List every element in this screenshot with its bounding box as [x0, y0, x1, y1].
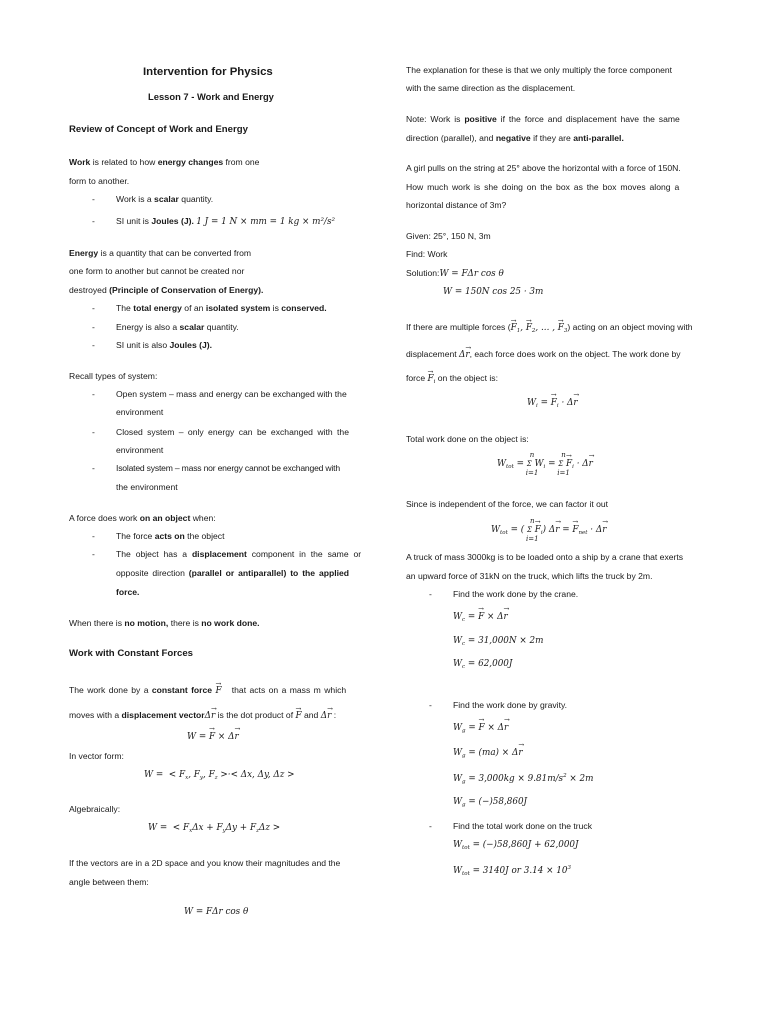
bullet-dash: - — [92, 427, 95, 437]
explanation-line2: with the same direction as the displacement. — [406, 83, 576, 93]
isolated-system-line2: the environment — [116, 482, 178, 492]
section-heading-review: Review of Concept of Work and Energy — [69, 124, 248, 135]
displacement-item-line2: opposite direction (parallel or antiparallel) to the applied — [116, 568, 350, 578]
multi-forces-line2: displacement Δ→ r, each force does work on the object. The work done by — [406, 349, 681, 361]
equation-wtot-sum: $W_{tot}$ = n Σ i=1 $W_i$ = n Σ i=1 → $F_i \cdot \Delta\to r$ — [497, 459, 593, 470]
section-heading-constant-forces: Work with Constant Forces — [69, 648, 194, 659]
gravity-equation-2: $W_g = (ma) \times \Delta\to r$ — [453, 748, 523, 759]
solution-line: Solution:W = FΔr cos θ — [406, 268, 504, 279]
lesson-subtitle: Lesson 7 - Work and Energy — [148, 91, 274, 102]
equation-cos-theta: W = FΔr cos θ — [184, 907, 249, 917]
gravity-equation-1: $W_g$ = → F × Δ→ r — [453, 723, 508, 734]
vector-form-label: In vector form: — [69, 751, 124, 761]
crane-work-item: Find the work done by the crane. — [453, 589, 579, 599]
constant-force-line2: moves with a displacement vectorΔ→ r is the dot product of → F and Δ→ r : — [69, 710, 336, 722]
total-work-item: Find the total work done on the truck — [453, 821, 593, 831]
bullet-dash: - — [92, 463, 95, 473]
isolated-system-line1: Isolated system – mass nor energy cannot be exchanged with — [116, 463, 340, 473]
girl-problem-line2: How much work is she doing on the box as the box moves along a — [406, 182, 680, 192]
displacement-item-line1: The object has a displacement component in the same or — [116, 549, 362, 559]
work-scalar-item: Work is a scalar quantity. — [116, 194, 214, 204]
constant-force-line1: The work done by a constant force → F that acts on a mass m which — [69, 685, 346, 697]
bullet-dash: - — [429, 589, 432, 599]
explanation-line1: The explanation for these is that we only multiply the force component — [406, 65, 673, 75]
energy-intro-line2: one form to another but cannot be created nor — [69, 266, 245, 276]
bullet-dash: - — [92, 322, 95, 332]
closed-system-line2: environment — [116, 445, 164, 455]
work-intro-line2: form to another. — [69, 176, 130, 186]
equation-wi: $W_i$ = → $F_i \cdot \Delta\to r$ — [527, 398, 578, 409]
note-line2: direction (parallel), and negative if they are anti-parallel. — [406, 133, 624, 143]
energy-intro-line1: Energy is a quantity that can be converted from — [69, 248, 252, 258]
page-title: Intervention for Physics — [143, 66, 273, 78]
equation-wtot-factor: $W_{tot}$ = ( n Σ i=1 → $F_i$) Δ→ r = → $F_{net} \cdot \Delta\to r$ — [491, 525, 606, 536]
displacement-item-line3: force. — [116, 587, 140, 597]
force-work-intro: A force does work on an object when: — [69, 513, 216, 523]
bullet-dash: - — [92, 531, 95, 541]
energy-si-unit-item: SI unit is also Joules (J). — [116, 340, 213, 350]
truck-problem-line2: an upward force of 31kN on the truck, which lifts the truck by 2m. — [406, 571, 653, 581]
energy-scalar-item: Energy is also a scalar quantity. — [116, 322, 239, 332]
bullet-dash: - — [92, 389, 95, 399]
equation-algebraic: W = < $F_x\Delta x + F_y\Delta y + F_z\Delta z$ > — [148, 823, 281, 834]
twoD-line2: angle between them: — [69, 877, 149, 887]
bullet-dash: - — [92, 549, 95, 559]
total-equation-2: $W_{tot} = 3140J$ or $3.14 \times 10^3$ — [453, 865, 571, 877]
bullet-dash: - — [92, 340, 95, 350]
crane-equation-3: $W_c = 62,000J$ — [453, 659, 513, 670]
gravity-equation-4: $W_g = (-)58,860J$ — [453, 797, 528, 808]
solution-equation: W = 150N cos 25 · 3m — [443, 287, 544, 297]
open-system-line2: environment — [116, 407, 164, 417]
girl-problem-line3: horizontal distance of 3m? — [406, 200, 507, 210]
systems-intro: Recall types of system: — [69, 371, 158, 381]
work-intro-line1: Work is related to how energy changes from one — [69, 157, 260, 167]
energy-conserved-item: The total energy of an isolated system is conserved. — [116, 303, 327, 313]
joule-equation: 1 J = 1 N × mm = 1 kg × m²/s² — [196, 217, 336, 227]
factor-intro: Since is independent of the force, we can factor it out — [406, 499, 609, 509]
algebraic-label: Algebraically: — [69, 804, 121, 814]
crane-equation-1: $W_c$ = → F × Δ→ r — [453, 612, 508, 623]
total-work-intro: Total work done on the object is: — [406, 434, 529, 444]
find-line: Find: Work — [406, 249, 448, 259]
no-motion-note: When there is no motion, there is no work done. — [69, 618, 260, 628]
bullet-dash: - — [429, 700, 432, 710]
open-system-line1: Open system – mass and energy can be exchanged with the — [116, 389, 347, 399]
equation-work-cross: W = → F × Δ→ r — [187, 732, 239, 742]
gravity-equation-3: $W_g = 3,000kg \times 9.81m/s^2 \times 2m$ — [453, 773, 594, 785]
note-line1: Note: Work is positive if the force and displacement have the same — [406, 114, 680, 124]
truck-problem-line1: A truck of mass 3000kg is to be loaded onto a ship by a crane that exerts — [406, 552, 684, 562]
given-line: Given: 25°, 150 N, 3m — [406, 231, 491, 241]
total-equation-1: $W_{tot} = (-)58,860J + 62,000J$ — [453, 840, 579, 851]
closed-system-line1: Closed system – only energy can be exchanged with the — [116, 427, 349, 437]
force-acts-item: The force acts on the object — [116, 531, 225, 541]
equation-vector-form: W = < $F_x$, $F_y$, $F_z$ >·< Δx, Δy, Δz > — [144, 770, 295, 781]
bullet-dash: - — [92, 216, 95, 226]
multi-forces-line1: If there are multiple forces (→ $F_1$, → $F_2$, ... , → $F_3$) acting on an object moving with — [406, 322, 693, 337]
multi-forces-line3: force → $F_i$ on the object is: — [406, 373, 498, 388]
bullet-dash: - — [92, 194, 95, 204]
bullet-dash: - — [92, 303, 95, 313]
gravity-work-item: Find the work done by gravity. — [453, 700, 568, 710]
bullet-dash: - — [429, 821, 432, 831]
girl-problem-line1: A girl pulls on the string at 25° above the horizontal with a force of 150N. — [406, 163, 681, 173]
crane-equation-2: $W_c = 31,000N \times 2m$ — [453, 636, 544, 647]
twoD-line1: If the vectors are in a 2D space and you know their magnitudes and the — [69, 858, 341, 868]
energy-intro-line3: destroyed (Principle of Conservation of Energy). — [69, 285, 264, 295]
work-si-unit-item: SI unit is Joules (J). 1 J = 1 N × mm = 1 kg × m²/s² — [116, 216, 336, 227]
